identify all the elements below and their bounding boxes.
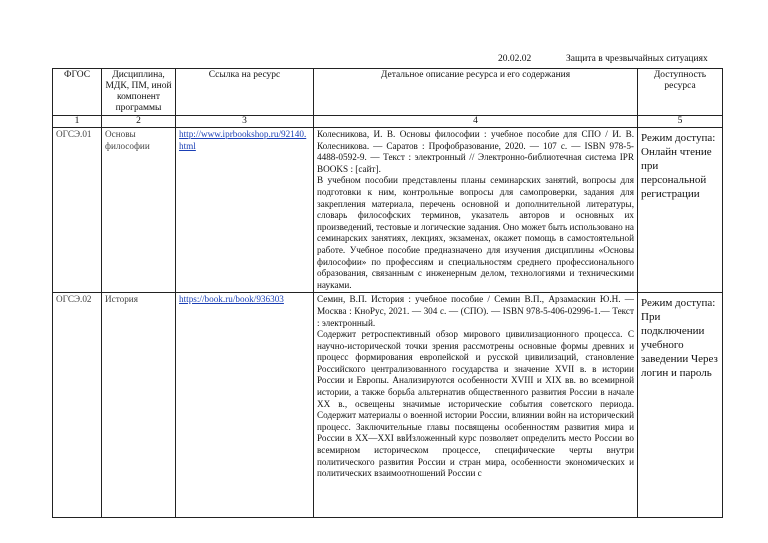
col-header-link: Ссылка на ресурс xyxy=(176,69,314,116)
resource-summary: Содержит ретроспективный обзор мирового цивилизационного процесса. С научно-исторической точки зрения рассмотрены основные формы древних и процесс формирования европейской и русской цивилизаций, становление Российского централизованного государства и значение XVII в. в истории России и Европы. Анализируются особенности XVIII и XIX вв. во всемирной истории, а также борьба альтернатив общественного развития России в начале XX в., освещены значимые исторические события советского периода. Содержит материалы о военной истории России, влиянии войн на исторический процесс. Заключительные главы посвящены особенностям развития мира и России в XX—XXI ввИзложенный курс позволяет определить место России во всемирном историческом процессе, специфические черты внутри политического развития России и стран мира, особенности экономических и политических взаимоотношений России с xyxy=(317,329,634,479)
col-number: 3 xyxy=(176,116,314,128)
specialty-code: 20.02.02 xyxy=(498,54,532,64)
specialty-title: Защита в чрезвычайных ситуациях xyxy=(566,54,708,64)
fgos-code: ОГСЭ.01 xyxy=(53,128,102,293)
resource-access: Режим доступа: Онлайн чтение при персональной регистрации xyxy=(638,128,723,293)
resource-citation: Колесникова, И. В. Основы философии : учебное пособие для СПО / И. В. Колесникова. — Саратов : Профобразование, 2020. — 107 c. — ISBN 978-5-4488-0592-9. — Текст : электронный // Электронно-библиотечная система IPR BOOKS : [сайт]. xyxy=(317,129,634,174)
col-number: 1 xyxy=(53,116,102,128)
discipline-name: Основы философии xyxy=(102,128,176,293)
fgos-code: ОГСЭ.02 xyxy=(53,293,102,518)
resource-link-cell xyxy=(176,293,314,518)
resource-link-cell xyxy=(176,128,314,293)
resource-description xyxy=(314,293,638,518)
col-header-access: Доступность ресурса xyxy=(638,69,723,116)
resource-access: Режим доступа: При подключении учебного заведении Через логин и пароль xyxy=(638,293,723,518)
resource-link[interactable]: http://www.iprbookshop.ru/92140.html xyxy=(179,129,307,151)
resource-description xyxy=(314,128,638,293)
resource-summary: В учебном пособии представлены планы семинарских занятий, вопросы для подготовки к ним, контрольные вопросы для самопроверки, задания для закрепления материала, перечень основной и дополнительной литературы, словарь философских терминов, указатель авторов и основных их произведений, тестовые и логические задания. Оно может быть использовано на семинарских занятиях, лекциях, экзаменах, окажет помощь в самостоятельной работе. Учебное пособие предназначено для изучения дисциплины «Основы философии» по профессиям и специальностям среднего профессионального образования, связанным с инженерным делом, технологиями и техническими науками. xyxy=(317,175,634,290)
table-header-row xyxy=(53,69,723,116)
column-number-row xyxy=(53,116,723,128)
col-number: 2 xyxy=(102,116,176,128)
table-row xyxy=(53,128,723,293)
resource-link[interactable]: https://book.ru/book/936303 xyxy=(179,294,284,305)
document-header xyxy=(0,54,768,68)
col-header-fgos: ФГОС xyxy=(53,69,102,116)
col-header-description: Детальное описание ресурса и его содержания xyxy=(314,69,638,116)
resources-table xyxy=(52,68,723,518)
col-number: 4 xyxy=(314,116,638,128)
col-number: 5 xyxy=(638,116,723,128)
discipline-name: История xyxy=(102,293,176,518)
resource-citation: Семин, В.П. История : учебное пособие / Семин В.П., Арзамаскин Ю.Н. — Москва : КноРус, 2021. — 304 с. — (СПО). — ISBN 978-5-406-02996-1.— Текст : электронный. xyxy=(317,294,634,328)
table-row xyxy=(53,293,723,518)
col-header-discipline: Дисциплина, МДК, ПМ, иной компонент программы xyxy=(102,69,176,116)
